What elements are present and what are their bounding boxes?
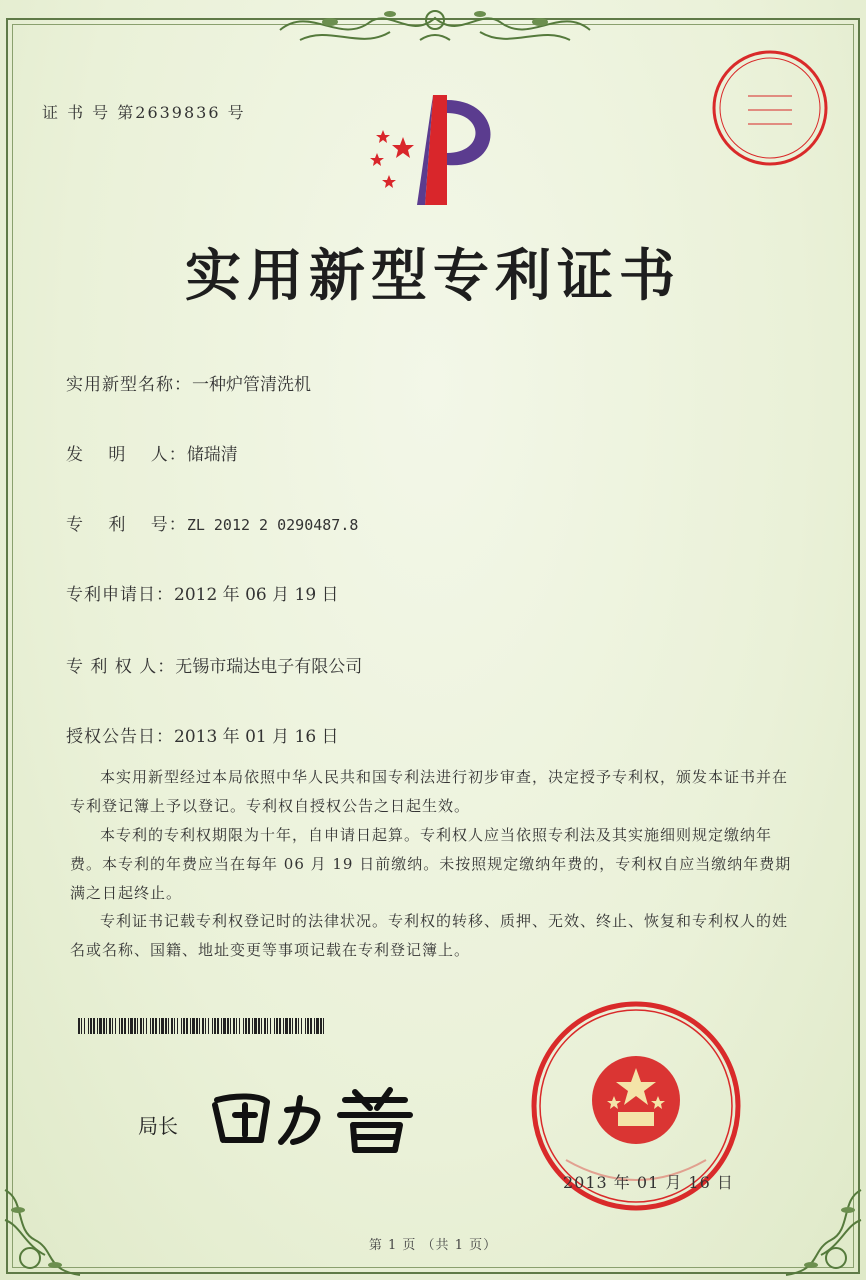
field-patent-number (66, 510, 358, 535)
director-title: 局长 (138, 1114, 178, 1138)
legal-paragraph: 本实用新型经过本局依照中华人民共和国专利法进行初步审查，决定授予专利权，颁发本证书并在专利登记簿上予以登记。专利权自授权公告之日起生效。 (70, 768, 789, 815)
field-label: 专 利 号： (66, 515, 187, 535)
certificate-number: 证 书 号 第2639836 号 (42, 103, 246, 122)
corner-ornament-icon (0, 1170, 110, 1280)
director-signature (205, 1070, 425, 1160)
field-value: 一种炉管清洗机 (192, 375, 311, 395)
field-label: 发 明 人： (66, 445, 187, 465)
field-label: 专 利 权 人： (66, 657, 176, 677)
field-inventor (66, 440, 238, 465)
field-grant-date (66, 722, 339, 747)
field-value: ZL 2012 2 0290487.8 (186, 516, 359, 534)
field-label: 实用新型名称： (66, 375, 192, 395)
field-value: 2013 年 01 月 16 日 (174, 727, 339, 747)
tax-stamp-seal (710, 48, 830, 168)
legal-paragraph: 专利证书记载专利权登记时的法律状况。专利权的转移、质押、无效、终止、恢复和专利权人的姓名或名称、国籍、地址变更等事项记载在专利登记簿上。 (70, 912, 789, 959)
seal-date: 2013 年 01 月 16 日 (563, 1173, 734, 1192)
top-ornament-icon (270, 0, 600, 52)
field-value: 储瑞清 (186, 445, 238, 465)
page-title: 实用新型专利证书 (185, 243, 681, 309)
field-label: 授权公告日： (66, 727, 174, 747)
corner-ornament-icon (756, 1170, 866, 1280)
field-label: 专利申请日： (66, 585, 174, 605)
field-value: 2012 年 06 月 19 日 (174, 585, 339, 605)
field-value: 无锡市瑞达电子有限公司 (175, 657, 363, 677)
field-patentee (66, 652, 362, 677)
legal-paragraph: 本专利的专利权期限为十年，自申请日起算。专利权人应当依照专利法及其实施细则规定缴纳年费。本专利的年费应当在每年 06 月 19 日前缴纳。未按照规定缴纳年费的，专利权自应当缴纳年费期满之日起终止。 (70, 826, 792, 902)
field-application-date (66, 580, 339, 605)
page-number: 第 1 页 （共 1 页） (368, 1238, 498, 1253)
field-utility-model-name (66, 370, 311, 395)
barcode (78, 1018, 326, 1034)
sipo-logo-icon (355, 95, 505, 205)
